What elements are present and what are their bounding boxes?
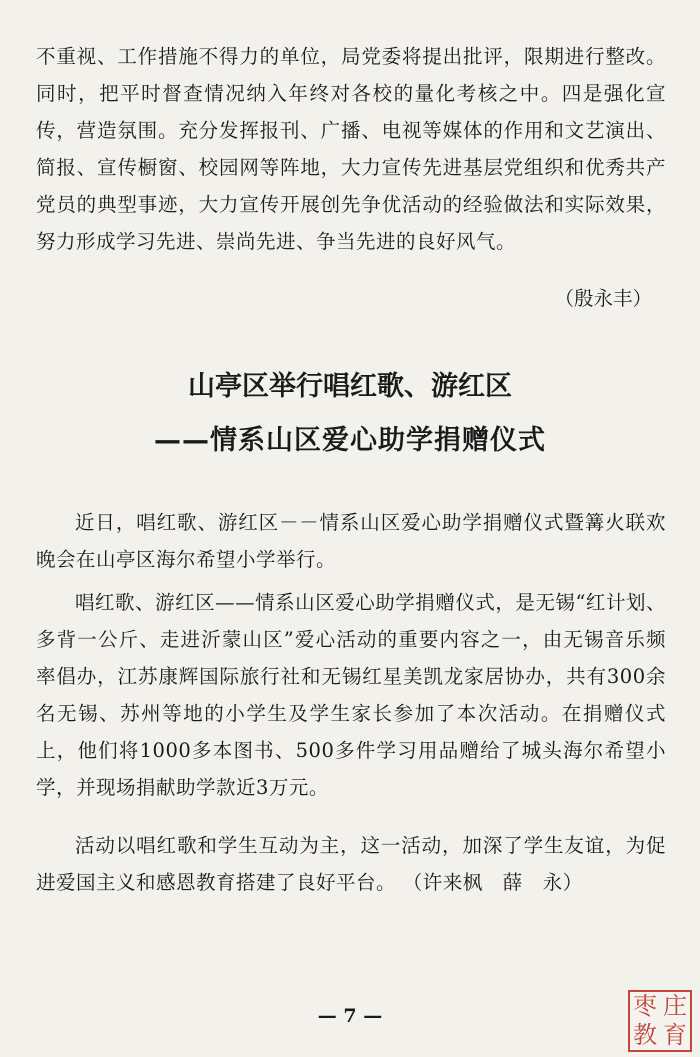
- top-byline: （殷永丰）: [554, 287, 652, 310]
- seal-char: 庄: [663, 992, 687, 1020]
- page-number: — 7 —: [317, 1005, 383, 1027]
- article-paragraph-3: [36, 827, 666, 901]
- seal-char: 教: [633, 1021, 657, 1049]
- article-byline: （许来枫 薛 永）: [402, 871, 583, 894]
- article-subtitle: ——情系山区爱心助学捐赠仪式: [154, 425, 546, 456]
- article-paragraph-3-text: 活动以唱红歌和学生互动为主，这一活动，加深了学生友谊，为促进爱国主义和感恩教育搭建了良好平台。: [36, 834, 666, 894]
- article-paragraph-1: 近日，唱红歌、游红区－－情系山区爱心助学捐赠仪式暨篝火联欢晚会在山亭区海尔希望小学举行。: [36, 511, 666, 571]
- article-title: 山亭区举行唱红歌、游红区: [188, 371, 512, 402]
- seal-char: 育: [663, 1021, 687, 1049]
- article-paragraph-2: 唱红歌、游红区——情系山区爱心助学捐赠仪式，是无锡“红计划、多背一公斤、走进沂蒙山区”爱心活动的重要内容之一，由无锡音乐频率倡办，江苏康辉国际旅行社和无锡红星美凯龙家居协办，共有300余名无锡、苏州等地的小学生及学生家长参加了本次活动。在捐赠仪式上，他们将1000多本图书、500多件学习用品赠给了城头海尔希望小学，并现场捐献助学款近3万元。: [36, 591, 666, 799]
- seal-char: 枣: [633, 992, 657, 1020]
- top-paragraph: 不重视、工作措施不得力的单位，局党委将提出批评，限期进行整改。同时，把平时督查情况纳入年终对各校的量化考核之中。四是强化宣传，营造氛围。充分发挥报刊、广播、电视等媒体的作用和文艺演出、简报、宣传橱窗、校园网等阵地，大力宣传先进基层党组织和优秀共产党员的典型事迹，大力宣传开展创先争优活动的经验做法和实际效果，努力形成学习先进、崇尚先进、争当先进的良好风气。: [36, 45, 666, 253]
- red-seal-stamp: [628, 990, 692, 1052]
